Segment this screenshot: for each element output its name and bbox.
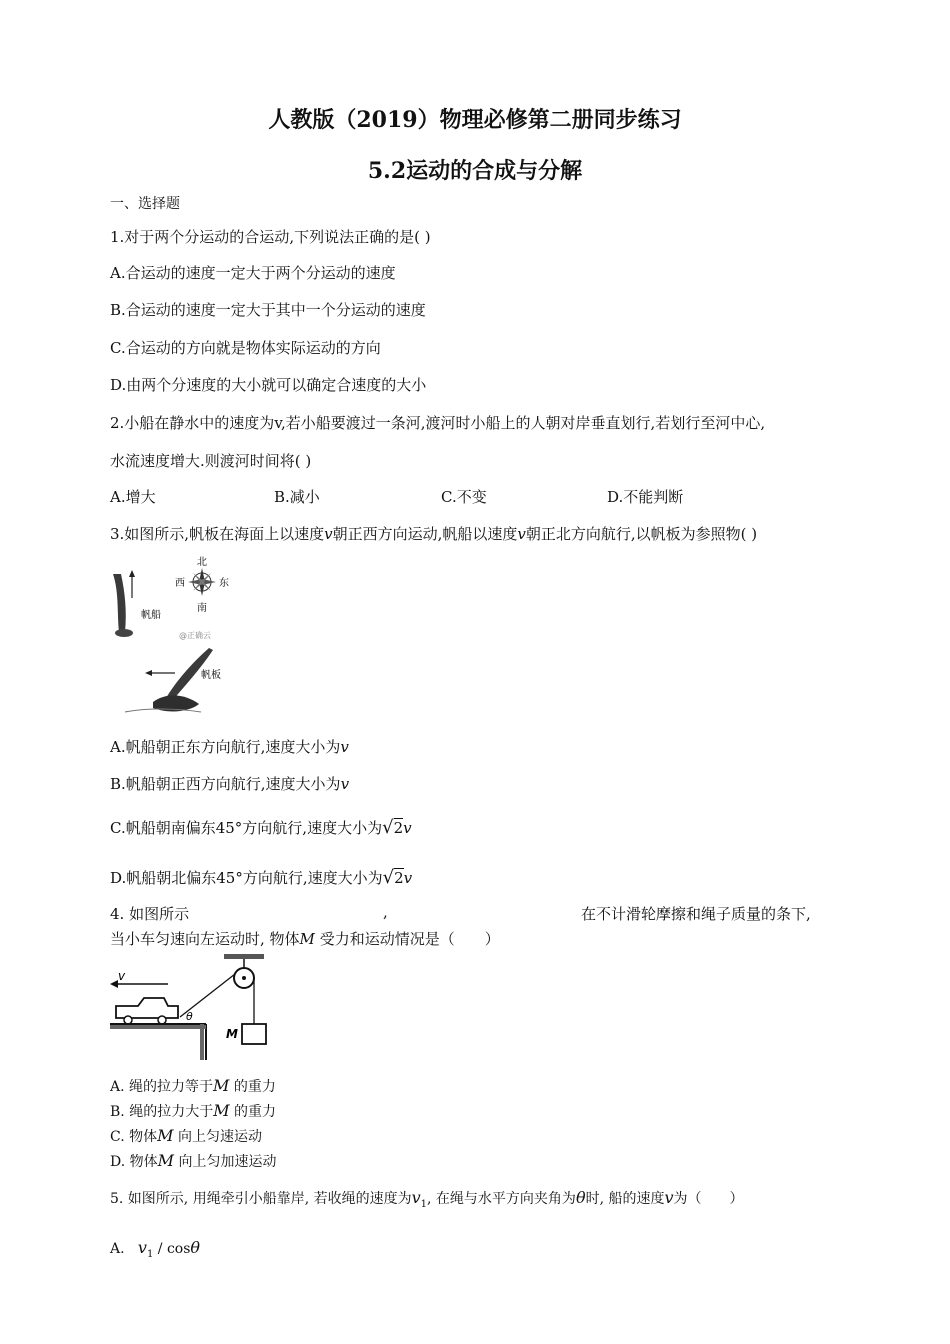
compass-north-label: 北 (197, 557, 207, 568)
mass-label: M (226, 1027, 238, 1041)
watermark: @正确云 (179, 631, 211, 640)
q4-option-b: B. 绳的拉力大于M 的重力 (110, 1101, 277, 1120)
theta-label: θ (186, 1010, 193, 1023)
compass-east-label: 东 (219, 578, 229, 589)
compass-south-label: 南 (197, 603, 207, 614)
q1-option-c: C.合运动的方向就是物体实际运动的方向 (110, 339, 381, 357)
board-label: 帆板 (201, 670, 221, 681)
q3-option-a: A.帆船朝正东方向航行,速度大小为v (110, 738, 349, 756)
q4-option-d: D. 物体M 向上匀加速运动 (110, 1151, 277, 1170)
compass-west-label: 西 (175, 578, 185, 589)
q5-option-a: A. $v_1$ / cosθ (110, 1238, 201, 1260)
q2-option-c: C.不变 (441, 488, 487, 506)
q2-stem-line2: 水流速度增大.则渡河时间将( ) (110, 452, 312, 470)
section-heading: 一、选择题 (110, 196, 180, 212)
q3-option-d: D.帆船朝北偏东45°方向航行,速度大小为√2v (110, 867, 413, 888)
page-subtitle: 5.2运动的合成与分解 (367, 158, 583, 184)
q1-option-d: D.由两个分速度的大小就可以确定合速度的大小 (110, 376, 427, 394)
car-velocity-label: v (118, 969, 126, 983)
q5-stem: 5. 如图所示, 用绳牵引小船靠岸, 若收绳的速度为$v_1$, 在绳与水平方向夹角为θ时, 船的速度v为（ ） (110, 1188, 744, 1210)
q1-option-b: B.合运动的速度一定大于其中一个分运动的速度 (110, 301, 426, 319)
compass-rose (188, 568, 216, 596)
q2-option-a: A.增大 (110, 488, 156, 506)
q3-option-b: B.帆船朝正西方向航行,速度大小为v (110, 775, 350, 793)
q4-figure (108, 954, 280, 1066)
q1-stem: 1.对于两个分运动的合运动,下列说法正确的是( ) (110, 228, 431, 246)
q2-option-d: D.不能判断 (607, 488, 684, 506)
ceiling-hatch (224, 954, 264, 959)
q2-option-b: B.减小 (274, 488, 320, 506)
q1-option-a: A.合运动的速度一定大于两个分运动的速度 (110, 264, 396, 282)
q4-option-a: A. 绳的拉力等于M 的重力 (110, 1076, 276, 1095)
q4-stem-comma: , (383, 903, 388, 921)
car (116, 998, 178, 1018)
mass-block (242, 1024, 266, 1044)
sqrt-sign: √ (382, 867, 395, 888)
q4-stem-line2: 当小车匀速向左运动时, 物体M 受力和运动情况是（ ） (110, 930, 500, 948)
q4-stem-part2: 在不计滑轮摩擦和绳子质量的条下, (581, 905, 811, 923)
q2-stem-line1: 2.小船在静水中的速度为v,若小船要渡过一条河,渡河时小船上的人朝对岸垂直划行,若划行至河中心, (110, 414, 766, 432)
q4-option-c: C. 物体M 向上匀速运动 (110, 1126, 262, 1145)
q3-stem: 3.如图所示,帆板在海面上以速度v朝正西方向运动,帆船以速度v朝正北方向航行,以帆板为参照物( ) (110, 525, 758, 543)
q4-stem-part1: 4. 如图所示 (110, 905, 190, 923)
q3-option-c: C.帆船朝南偏东45°方向航行,速度大小为√2v (110, 817, 412, 838)
page-title: 人教版（2019）物理必修第二册同步练习 (268, 107, 682, 133)
sqrt-sign: √ (382, 817, 394, 838)
boat-label: 帆船 (141, 610, 161, 621)
sailboat-shape (113, 574, 126, 632)
q3-figure (105, 552, 245, 722)
